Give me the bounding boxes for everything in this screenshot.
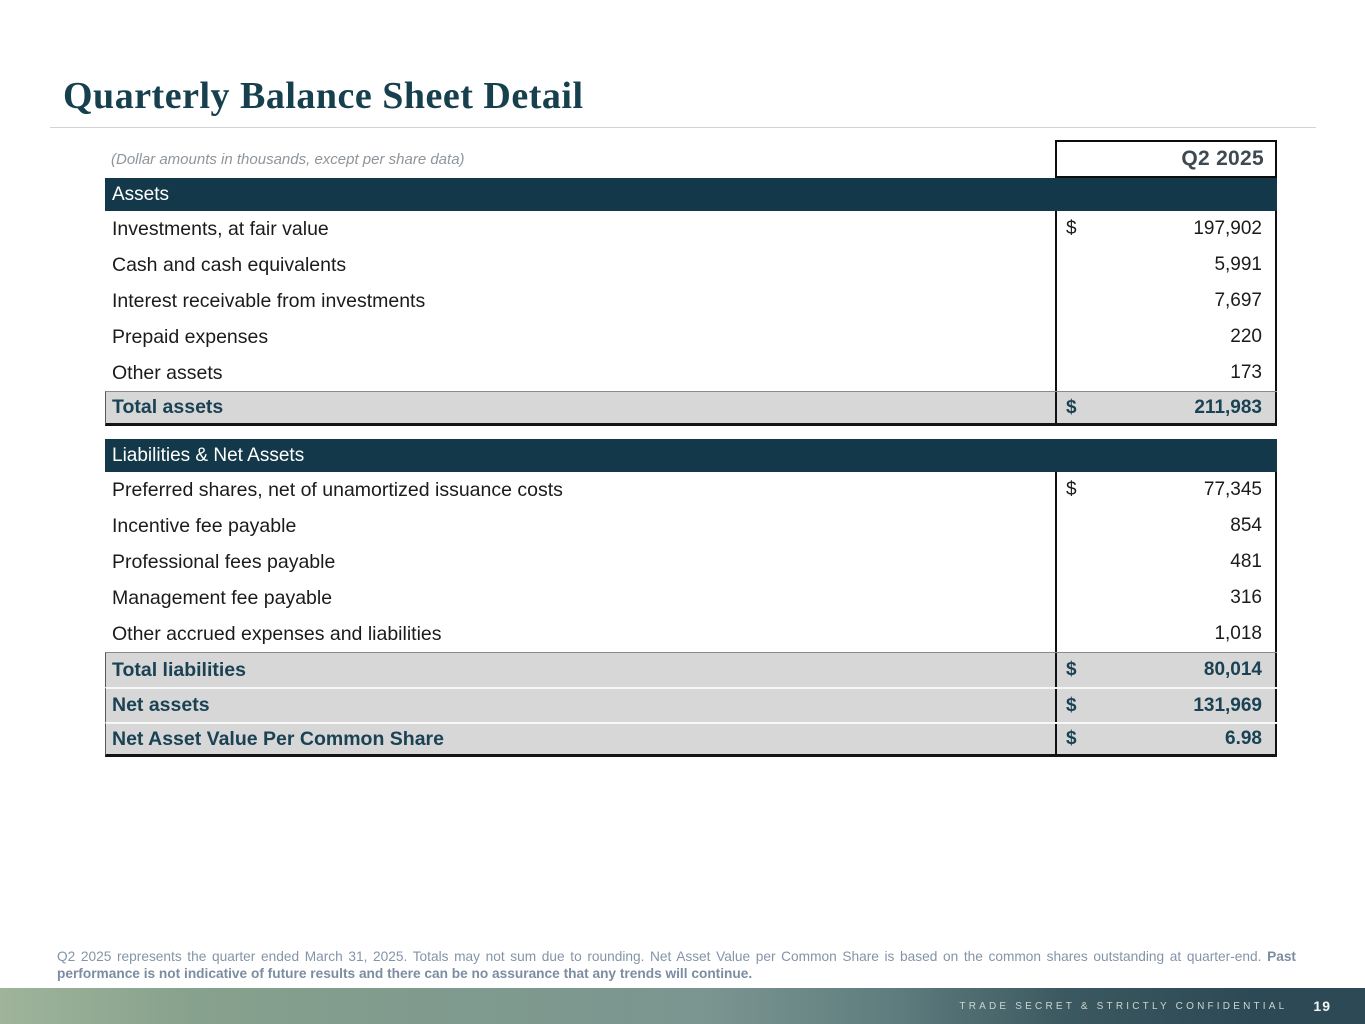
currency-symbol: $ — [1066, 479, 1077, 500]
row-value-cell — [1055, 616, 1277, 652]
table-row — [105, 283, 1277, 319]
currency-symbol: $ — [1066, 218, 1077, 239]
row-value: 220 — [1230, 326, 1262, 347]
bottom-bar-content — [0, 988, 1365, 1024]
row-value-cell — [1055, 247, 1277, 283]
period-header-cell: Q2 2025 — [1055, 140, 1277, 178]
row-value-cell — [1055, 319, 1277, 355]
row-value: 80,014 — [1203, 659, 1262, 680]
confidentiality-label: TRADE SECRET & STRICTLY CONFIDENTIAL — [959, 1000, 1288, 1012]
row-value: 77,345 — [1203, 479, 1262, 500]
balance-sheet-table — [105, 140, 1277, 757]
row-label: Other assets — [112, 361, 223, 384]
row-value: 6.98 — [1225, 728, 1262, 749]
currency-symbol: $ — [1066, 728, 1077, 749]
row-value-cell — [1055, 724, 1277, 754]
table-row — [105, 211, 1277, 247]
row-value-cell — [1055, 283, 1277, 319]
row-value-cell — [1055, 472, 1277, 508]
section-gap — [105, 426, 1277, 439]
row-value: 316 — [1230, 587, 1262, 608]
nav-per-share-row — [105, 722, 1277, 757]
row-value: 1,018 — [1214, 623, 1262, 644]
row-value-cell — [1055, 355, 1277, 391]
row-label: Total assets — [112, 396, 224, 418]
row-value: 197,902 — [1193, 218, 1262, 239]
footnote — [57, 949, 1296, 982]
section-header-liabilities: Liabilities & Net Assets — [105, 439, 1277, 472]
table-row — [105, 319, 1277, 355]
table-row — [105, 616, 1277, 652]
page-number: 19 — [1313, 998, 1331, 1014]
footnote-bold-text: Past performance is not indicative of future results and there can be no assurance that any trends will continue. — [57, 949, 1296, 981]
section-header-assets: Assets — [105, 178, 1277, 211]
page-title: Quarterly Balance Sheet Detail — [63, 75, 584, 117]
title-divider — [50, 127, 1316, 128]
table-row — [105, 355, 1277, 391]
row-value-cell — [1055, 653, 1277, 687]
row-value-cell — [1055, 580, 1277, 616]
row-value: 131,969 — [1193, 694, 1262, 716]
row-value-cell — [1055, 508, 1277, 544]
row-label: Net Asset Value Per Common Share — [112, 727, 444, 750]
table-row — [105, 247, 1277, 283]
row-value: 854 — [1230, 515, 1262, 536]
row-label: Incentive fee payable — [112, 514, 297, 537]
total-assets-row — [105, 391, 1277, 426]
table-row — [105, 508, 1277, 544]
bottom-bar — [0, 988, 1365, 1024]
row-label: Other accrued expenses and liabilities — [112, 622, 442, 645]
row-label: Professional fees payable — [112, 550, 336, 573]
row-label: Prepaid expenses — [112, 325, 269, 348]
row-label: Preferred shares, net of unamortized issuance costs — [112, 478, 563, 501]
currency-symbol: $ — [1066, 659, 1077, 680]
row-label: Total liabilities — [112, 658, 246, 681]
row-value-cell — [1055, 392, 1277, 423]
row-label: Investments, at fair value — [112, 217, 329, 240]
row-value: 7,697 — [1214, 290, 1262, 311]
footnote-regular-text: Q2 2025 represents the quarter ended March 31, 2025. Totals may not sum due to rounding. Net Asset Value per Common Share is based on the common shares outstanding at quarter-end. — [57, 949, 1268, 964]
row-value: 5,991 — [1214, 254, 1262, 275]
net-assets-row — [105, 687, 1277, 722]
row-value: 211,983 — [1194, 396, 1262, 418]
row-value: 173 — [1230, 362, 1262, 383]
currency-symbol: $ — [1066, 694, 1077, 716]
currency-symbol: $ — [1066, 396, 1077, 418]
row-label: Cash and cash equivalents — [112, 253, 347, 276]
row-label: Interest receivable from investments — [112, 289, 426, 312]
total-liabilities-row — [105, 652, 1277, 687]
table-row — [105, 580, 1277, 616]
row-value-cell — [1055, 689, 1277, 722]
row-label: Net assets — [112, 694, 210, 716]
row-value-cell — [1055, 211, 1277, 247]
row-value: 481 — [1230, 551, 1262, 572]
table-subtitle: (Dollar amounts in thousands, except per share data) — [111, 150, 465, 168]
row-value-cell — [1055, 544, 1277, 580]
table-row — [105, 472, 1277, 508]
table-row — [105, 544, 1277, 580]
table-column-header-row — [105, 140, 1277, 178]
row-label: Management fee payable — [112, 586, 333, 609]
